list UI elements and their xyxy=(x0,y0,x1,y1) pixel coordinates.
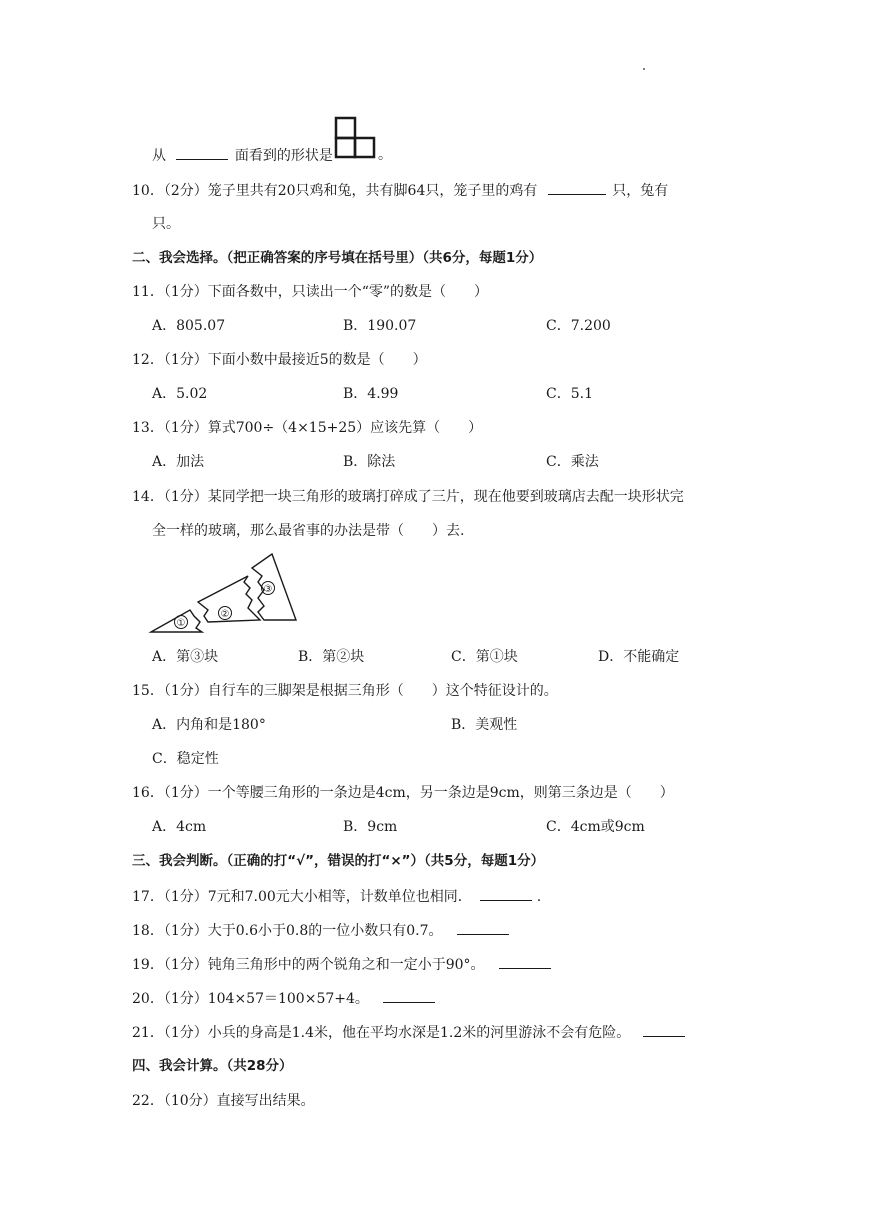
q19-blank[interactable] xyxy=(499,954,551,969)
q11-option-c[interactable]: C．7.200 xyxy=(546,318,611,334)
q16-option-c[interactable]: C．4cm或9cm xyxy=(546,819,645,835)
section4-title: 四、我会计算。（共28分） xyxy=(132,1058,293,1074)
q14-stem-line1: 14．（1分）某同学把一块三角形的玻璃打碎成了三片，现在他要到玻璃店去配一块形状完 xyxy=(132,489,684,505)
q15-option-b[interactable]: B．美观性 xyxy=(451,717,518,733)
q20-blank[interactable] xyxy=(383,988,435,1003)
q14-option-b[interactable]: B．第②块 xyxy=(298,649,365,665)
q13-option-c[interactable]: C．乘法 xyxy=(546,454,599,470)
q14-option-c[interactable]: C．第①块 xyxy=(451,649,518,665)
q13-stem: 13．（1分）算式700÷（4×15+25）应该先算（ ） xyxy=(132,420,483,436)
q14-label-3: ③ xyxy=(263,584,273,595)
q13-option-b[interactable]: B．除法 xyxy=(343,454,396,470)
q22-stem: 22．（10分）直接写出结果。 xyxy=(132,1093,315,1109)
q10-text-b: 只，兔有 xyxy=(612,183,669,199)
q16-option-b[interactable]: B．9cm xyxy=(343,819,398,835)
section3-title: 三、我会判断。（正确的打“√”，错误的打“×”）（共5分，每题1分） xyxy=(132,853,545,869)
q20-stem: 20．（1分）104×57＝100×57+4。 xyxy=(132,991,369,1007)
q14-label-2: ② xyxy=(220,609,230,620)
q21-blank[interactable] xyxy=(643,1022,685,1037)
q17-end: . xyxy=(536,889,542,905)
q9-blank[interactable] xyxy=(176,145,228,160)
q19-stem: 19．（1分）钝角三角形中的两个锐角之和一定小于90°。 xyxy=(132,957,485,973)
q16-option-a[interactable]: A．4cm xyxy=(152,819,207,835)
q12-option-a[interactable]: A．5.02 xyxy=(152,386,208,402)
q17-stem: 17．（1分）7元和7.00元大小相等，计数单位也相同． xyxy=(132,889,472,905)
q14-label-1: ① xyxy=(176,618,186,629)
q12-stem: 12．（1分）下面小数中最接近5的数是（ ） xyxy=(132,352,427,368)
q10-blank-chicken[interactable] xyxy=(548,180,606,195)
q10-line2: 只。 xyxy=(152,216,180,232)
q11-option-a[interactable]: A．805.07 xyxy=(152,318,226,334)
q11-option-b[interactable]: B．190.07 xyxy=(343,318,417,334)
q15-option-c[interactable]: C．稳定性 xyxy=(152,751,219,767)
q20-line xyxy=(132,988,435,1009)
q12-option-c[interactable]: C．5.1 xyxy=(546,386,593,402)
q21-line xyxy=(132,1022,685,1043)
page-dot xyxy=(643,68,645,70)
q9-shape-figure xyxy=(334,116,378,160)
q9-line xyxy=(152,145,333,166)
q18-stem: 18．（1分）大于0.6小于0.8的一位小数只有0.7。 xyxy=(132,923,443,939)
q9-end: 。 xyxy=(378,147,392,163)
q11-stem: 11．（1分）下面各数中，只读出一个“零”的数是（ ） xyxy=(132,284,489,300)
q14-stem-line2: 全一样的玻璃，那么最省事的办法是带（ ）去. xyxy=(152,523,465,539)
q14-option-a[interactable]: A．第③块 xyxy=(152,649,219,665)
q14-broken-glass-figure xyxy=(148,550,298,638)
section2-title: 二、我会选择。（把正确答案的序号填在括号里）（共6分，每题1分） xyxy=(132,250,543,266)
q18-blank[interactable] xyxy=(457,920,509,935)
q10-line1 xyxy=(132,180,668,201)
q13-option-a[interactable]: A．加法 xyxy=(152,454,205,470)
q16-stem: 16．（1分）一个等腰三角形的一条边是4cm，另一条边是9cm，则第三条边是（ ） xyxy=(132,785,674,801)
q17-blank[interactable] xyxy=(480,886,532,901)
q15-stem: 15．（1分）自行车的三脚架是根据三角形（ ）这个特征设计的。 xyxy=(132,683,558,699)
q9-suffix: 面看到的形状是 xyxy=(234,148,333,164)
q21-stem: 21．（1分）小兵的身高是1.4米，他在平均水深是1.2米的河里游泳不会有危险。 xyxy=(132,1025,631,1041)
q18-line xyxy=(132,920,509,941)
q19-line xyxy=(132,954,551,975)
q14-option-d[interactable]: D．不能确定 xyxy=(598,649,680,665)
q17-line xyxy=(132,886,541,907)
q12-option-b[interactable]: B．4.99 xyxy=(343,386,399,402)
q10-text-a: 10．（2分）笼子里共有20只鸡和兔，共有脚64只，笼子里的鸡有 xyxy=(132,183,538,199)
q15-option-a[interactable]: A．内角和是180° xyxy=(152,717,266,733)
q9-prefix: 从 xyxy=(152,148,166,164)
